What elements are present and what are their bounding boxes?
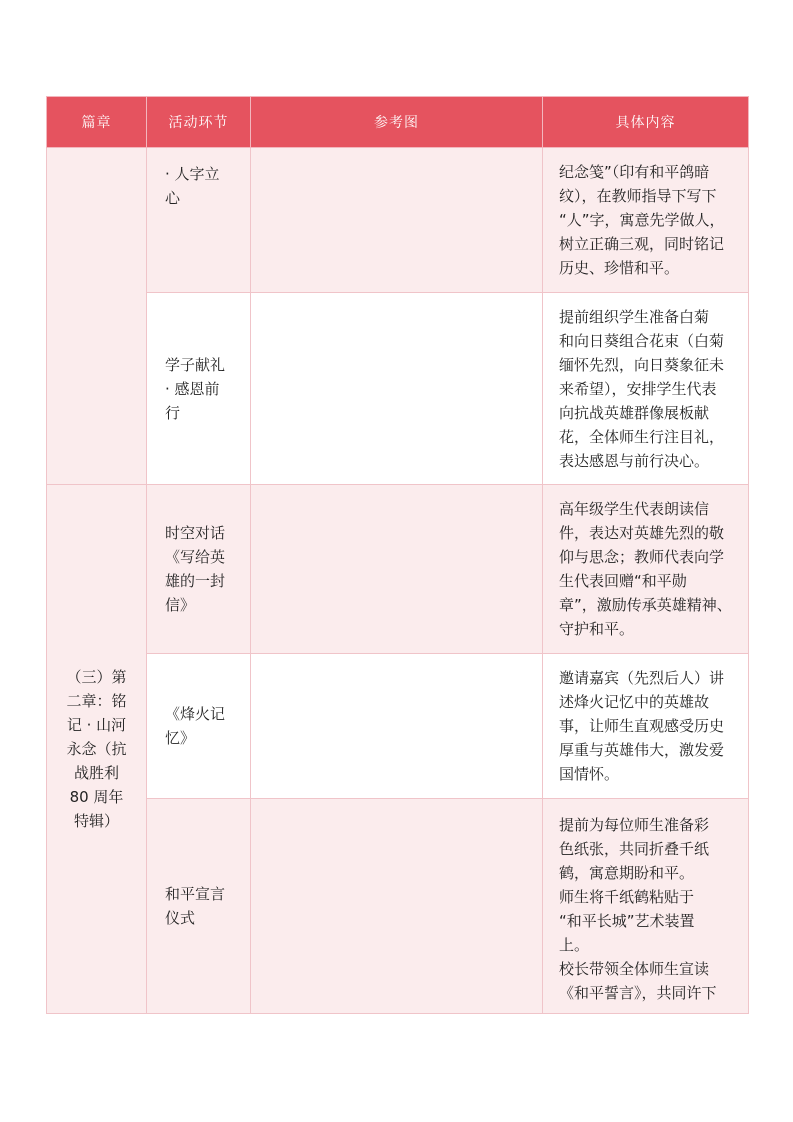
activity-cell xyxy=(147,654,251,799)
content-line: 缅怀先烈，向日葵象征未 xyxy=(559,355,725,374)
content-line: 述烽火记忆中的英雄故 xyxy=(559,693,710,711)
activity-line: 信》 xyxy=(165,596,196,614)
activity-table-container xyxy=(46,96,748,1014)
activity-line: 《烽火记 xyxy=(165,705,226,723)
content-line: 提前为每位师生准备彩 xyxy=(559,816,710,834)
table-row xyxy=(47,799,749,1014)
content-line: 邀请嘉宾（先烈后人）讲 xyxy=(559,669,725,687)
content-line: 章”，激励传承英雄精神、 xyxy=(559,596,732,614)
activity-line: 和平宣言 xyxy=(165,885,226,903)
activity-line: 《写给英 xyxy=(165,548,226,566)
content-cell xyxy=(543,799,749,1014)
content-cell xyxy=(543,148,749,293)
reference-image-cell xyxy=(251,485,543,654)
content-line: “人”字，寓意先学做人， xyxy=(559,211,725,229)
content-line: 守护和平。 xyxy=(559,620,635,638)
reference-image-cell xyxy=(251,293,543,485)
chapter-line: 二章：铭 xyxy=(66,692,127,710)
activity-line: 学子献礼 xyxy=(165,355,226,374)
content-line: 花，全体师生行注目礼， xyxy=(559,427,725,446)
content-line: 纹），在教师指导下写下 xyxy=(559,187,717,205)
content-line: 纪念笺”（印有和平鸽暗 xyxy=(559,163,710,181)
content-line: 色纸张，共同折叠千纸 xyxy=(559,840,710,858)
activity-cell xyxy=(147,293,251,485)
content-line: 和向日葵组合花束（白菊 xyxy=(559,331,725,350)
chapter-cell-continued xyxy=(47,148,147,485)
chapter-line: （三）第 xyxy=(66,668,127,686)
content-line: 生代表回赠“和平勋 xyxy=(559,572,687,590)
content-line: 高年级学生代表朗读信 xyxy=(559,500,710,518)
content-line: 《和平誓言》，共同许下 xyxy=(559,984,717,1002)
table-row xyxy=(47,485,749,654)
activity-cell xyxy=(147,148,251,293)
chapter-line: 80 周年 xyxy=(69,788,124,806)
content-line: 树立正确三观，同时铭记 xyxy=(559,235,725,253)
header-reference-image: 参考图 xyxy=(251,97,543,148)
activity-line: · 人字立 xyxy=(165,165,220,183)
activity-line: 行 xyxy=(165,403,181,422)
activity-line: 仪式 xyxy=(165,909,196,927)
chapter-line: 记 · 山河 xyxy=(66,716,127,734)
content-line: 上。 xyxy=(559,936,590,954)
table-row xyxy=(47,293,749,485)
header-activity: 活动环节 xyxy=(147,97,251,148)
content-line: 向抗战英雄群像展板献 xyxy=(559,403,710,422)
content-line: 国情怀。 xyxy=(559,765,620,783)
chapter-line: 特辑） xyxy=(73,812,119,830)
table-row xyxy=(47,654,749,799)
content-line: 事，让师生直观感受历史 xyxy=(559,717,725,735)
activity-line: 忆》 xyxy=(165,729,196,747)
activity-line: · 感恩前 xyxy=(165,379,220,398)
activity-cell xyxy=(147,485,251,654)
table-row xyxy=(47,148,749,293)
content-cell xyxy=(543,485,749,654)
chapter-cell xyxy=(47,485,147,1014)
content-line: “和平长城”艺术装置 xyxy=(559,912,695,930)
content-cell xyxy=(543,654,749,799)
content-line: 鹤，寓意期盼和平。 xyxy=(559,864,695,882)
content-line: 件，表达对英雄先烈的敬 xyxy=(559,524,725,542)
content-line: 表达感恩与前行决心。 xyxy=(559,451,710,470)
header-content: 具体内容 xyxy=(543,97,749,148)
activity-line: 时空对话 xyxy=(165,524,226,542)
content-line: 仰与思念；教师代表向学 xyxy=(559,548,725,566)
reference-image-cell xyxy=(251,799,543,1014)
reference-image-cell xyxy=(251,148,543,293)
chapter-continued-top xyxy=(47,148,146,291)
content-line: 历史、珍惜和平。 xyxy=(559,259,680,277)
content-cell xyxy=(543,293,749,485)
activity-cell xyxy=(147,799,251,1014)
header-chapter: 篇章 xyxy=(47,97,147,148)
content-line: 厚重与英雄伟大，激发爱 xyxy=(559,741,725,759)
chapter-line: 永念（抗 xyxy=(66,740,127,758)
content-line: 校长带领全体师生宣读 xyxy=(559,960,710,978)
activity-line: 雄的一封 xyxy=(165,572,226,590)
reference-image-cell xyxy=(251,654,543,799)
content-line: 师生将千纸鹤粘贴于 xyxy=(559,888,695,906)
content-line: 来希望），安排学生代表 xyxy=(559,379,717,398)
chapter-line: 战胜利 xyxy=(73,764,119,782)
table-header-row xyxy=(47,97,749,148)
activity-line: 心 xyxy=(165,189,181,207)
activity-table xyxy=(46,96,749,1014)
content-line: 提前组织学生准备白菊 xyxy=(559,307,710,326)
